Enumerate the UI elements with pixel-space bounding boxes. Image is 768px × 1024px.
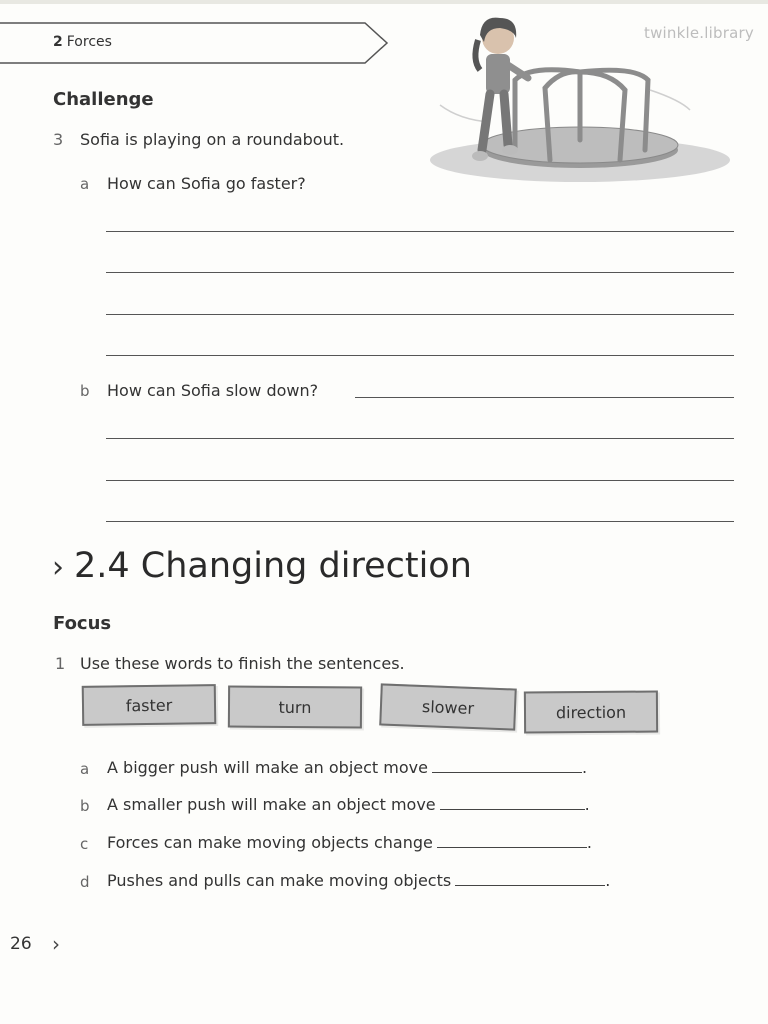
sentence-d-blank[interactable]	[455, 884, 605, 886]
sentence-a	[107, 758, 587, 777]
chapter-title: Forces	[66, 34, 112, 50]
sentence-d-end: .	[605, 871, 611, 890]
challenge-question-number: 3	[53, 130, 64, 149]
part-a-question: How can Sofia go faster?	[107, 174, 306, 193]
part-b-question: How can Sofia slow down?	[107, 381, 319, 400]
sentence-d	[107, 871, 610, 890]
focus-question-text: Use these words to finish the sentences.	[80, 654, 405, 673]
page-number: 26	[10, 934, 32, 954]
answer-line-b-1[interactable]	[355, 397, 734, 398]
answer-line-a-2[interactable]	[106, 272, 734, 273]
part-a-letter: a	[80, 175, 90, 193]
sentence-c-blank[interactable]	[437, 846, 587, 848]
sentence-a-text: A bigger push will make an object move	[107, 758, 428, 777]
answer-line-a-1[interactable]	[106, 231, 734, 232]
next-page-chevron-icon[interactable]: ›	[52, 932, 60, 956]
chapter-tab	[0, 22, 390, 64]
word-card-slower[interactable]: slower	[379, 683, 517, 730]
chapter-number: 2	[53, 34, 63, 50]
focus-heading: Focus	[53, 613, 112, 634]
word-card-turn[interactable]: turn	[228, 686, 362, 729]
answer-line-a-4[interactable]	[106, 355, 734, 356]
chapter-label	[53, 34, 112, 50]
answer-line-b-4[interactable]	[106, 521, 734, 522]
answer-line-b-2[interactable]	[106, 438, 734, 439]
watermark: twinkle.library	[644, 24, 754, 42]
answer-line-b-3[interactable]	[106, 480, 734, 481]
sentence-b-text: A smaller push will make an object move	[107, 795, 436, 814]
focus-question-number: 1	[55, 654, 66, 673]
sentence-c-end: .	[586, 833, 592, 852]
word-card-direction[interactable]: direction	[524, 691, 658, 734]
sentence-a-letter: a	[80, 760, 90, 778]
challenge-heading: Challenge	[53, 89, 154, 110]
girl-on-roundabout-illustration	[420, 10, 740, 190]
sentence-a-end: .	[581, 758, 588, 777]
section-title	[52, 546, 472, 586]
section-chevron-icon: ›	[52, 550, 64, 585]
challenge-question-text: Sofia is playing on a roundabout.	[80, 130, 345, 149]
sentence-b-blank[interactable]	[440, 808, 585, 810]
sentence-d-letter: d	[80, 873, 90, 891]
word-card-faster[interactable]: faster	[82, 684, 217, 726]
top-edge	[0, 0, 768, 4]
part-b-letter: b	[80, 382, 90, 400]
sentence-c-text: Forces can make moving objects change	[107, 833, 433, 852]
sentence-d-text: Pushes and pulls can make moving objects	[107, 871, 452, 890]
sentence-c	[107, 833, 592, 852]
sentence-b	[107, 795, 590, 814]
sentence-b-end: .	[584, 795, 590, 814]
answer-line-a-3[interactable]	[106, 314, 734, 315]
sentence-b-letter: b	[80, 797, 90, 815]
section-title-text: 2.4 Changing direction	[74, 546, 472, 586]
sentence-c-letter: c	[80, 835, 89, 853]
sentence-a-blank[interactable]	[432, 771, 582, 773]
